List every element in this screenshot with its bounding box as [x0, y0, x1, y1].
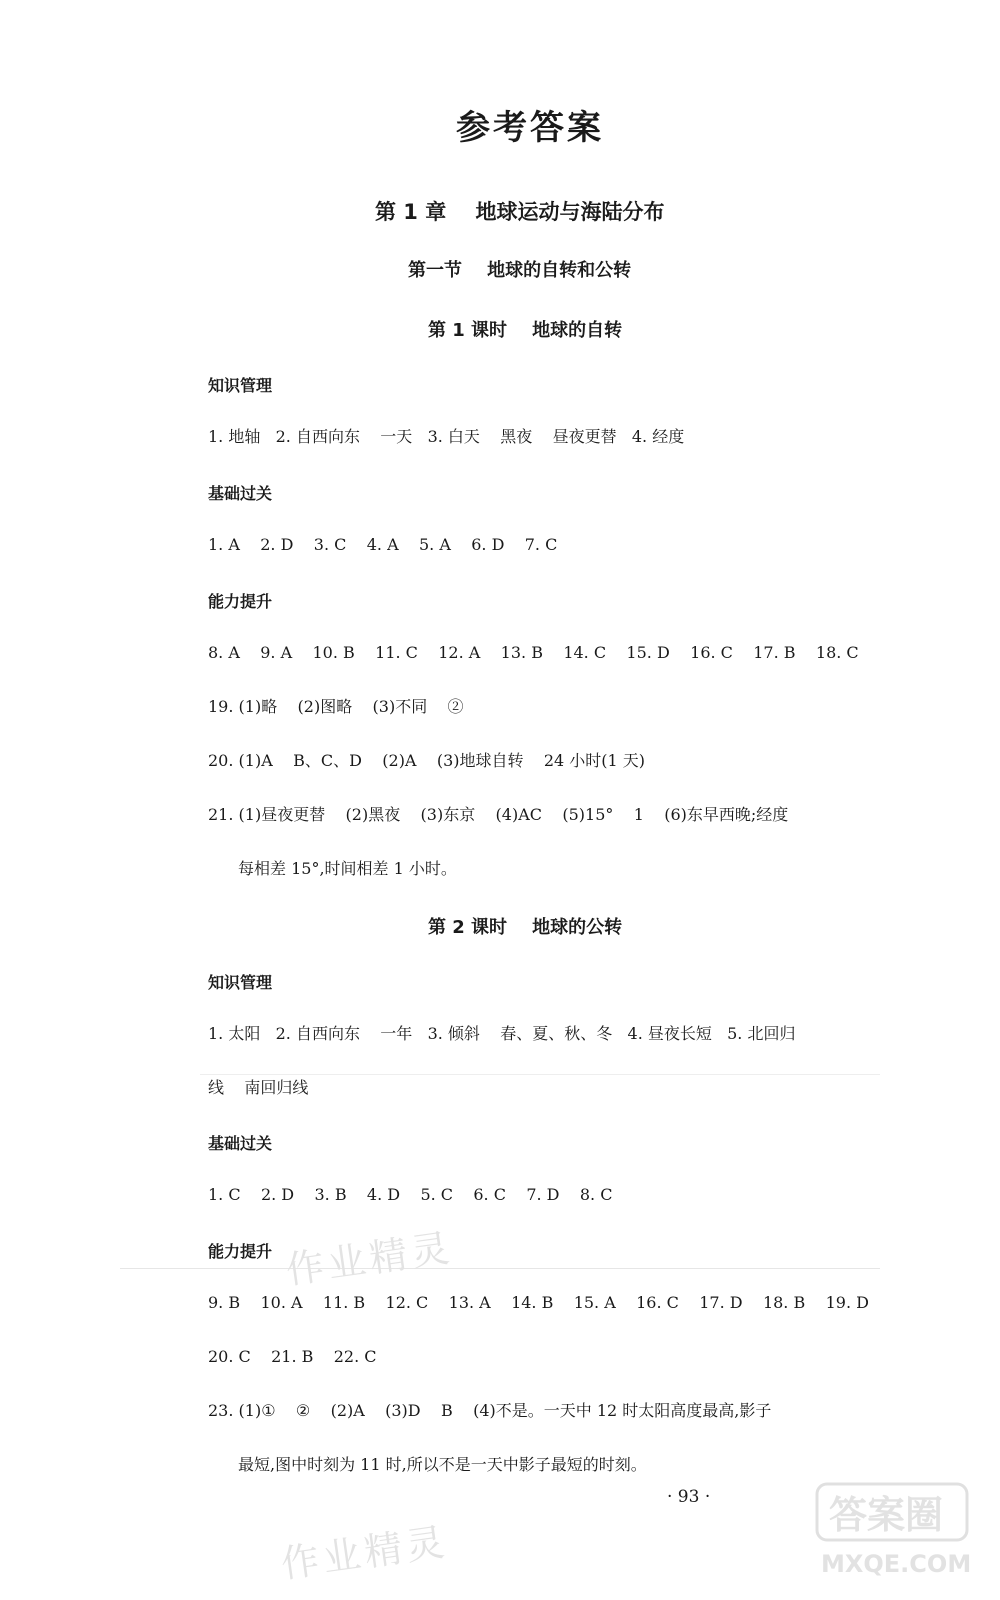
lesson-1-ability-line: 每相差 15°,时间相差 1 小时。	[238, 859, 457, 878]
lesson-1-ability-line: 20. (1)A B、C、D (2)A (3)地球自转 24 小时(1 天)	[208, 751, 646, 770]
chapter-heading: 第 1 章 地球运动与海陆分布	[375, 200, 665, 224]
svg-text:MXQE.COM: MXQE.COM	[821, 1550, 972, 1578]
watermark-logo-icon	[815, 1480, 975, 1580]
lesson-1-ability-line: 8. A 9. A 10. B 11. C 12. A 13. B 14. C 15. D 16. C 17. B 18. C	[208, 643, 859, 662]
lesson-1-title: 第 1 课时 地球的自转	[428, 320, 623, 341]
watermark-text: 作业精灵	[278, 1519, 451, 1587]
watermark-text: 作业精灵	[283, 1225, 456, 1293]
lesson-2-knowledge-heading: 知识管理	[208, 973, 273, 992]
lesson-1-ability-line: 21. (1)昼夜更替 (2)黑夜 (3)东京 (4)AC (5)15° 1 (6)东早西晚;经度	[208, 805, 789, 824]
section-heading: 第一节 地球的自转和公转	[408, 260, 632, 281]
lesson-1-ability-heading: 能力提升	[208, 592, 273, 611]
lesson-1-knowledge-heading: 知识管理	[208, 376, 273, 395]
watermark-logo	[815, 1480, 975, 1580]
lesson-2-title: 第 2 课时 地球的公转	[428, 917, 623, 938]
lesson-2-basic-heading: 基础过关	[208, 1134, 273, 1153]
page-title: 参考答案	[456, 108, 604, 148]
lesson-1-knowledge-answers: 1. 地轴 2. 自西向东 一天 3. 白天 黑夜 昼夜更替 4. 经度	[208, 427, 685, 446]
svg-text:答案圈: 答案圈	[829, 1493, 944, 1537]
lesson-2-basic-answers: 1. C 2. D 3. B 4. D 5. C 6. C 7. D 8. C	[208, 1185, 613, 1204]
lesson-2-ability-line: 20. C 21. B 22. C	[208, 1347, 377, 1366]
faint-divider	[120, 1268, 880, 1269]
lesson-2-knowledge-answers: 1. 太阳 2. 自西向东 一年 3. 倾斜 春、夏、秋、冬 4. 昼夜长短 5. 北回归	[208, 1024, 796, 1043]
lesson-1-basic-answers: 1. A 2. D 3. C 4. A 5. A 6. D 7. C	[208, 535, 558, 554]
faint-divider	[200, 1074, 880, 1075]
lesson-2-ability-line: 最短,图中时刻为 11 时,所以不是一天中影子最短的时刻。	[238, 1455, 647, 1474]
lesson-2-ability-heading: 能力提升	[208, 1242, 273, 1261]
lesson-2-knowledge-answers: 线 南回归线	[208, 1078, 309, 1097]
lesson-1-basic-heading: 基础过关	[208, 484, 273, 503]
lesson-2-ability-line: 23. (1)① ② (2)A (3)D B (4)不是。一天中 12 时太阳高度最高,影子	[208, 1401, 772, 1420]
page-number: · 93 ·	[667, 1487, 711, 1507]
lesson-1-ability-line: 19. (1)略 (2)图略 (3)不同 ②	[208, 697, 464, 716]
lesson-2-ability-line: 9. B 10. A 11. B 12. C 13. A 14. B 15. A 16. C 17. D 18. B 19. D	[208, 1293, 869, 1312]
